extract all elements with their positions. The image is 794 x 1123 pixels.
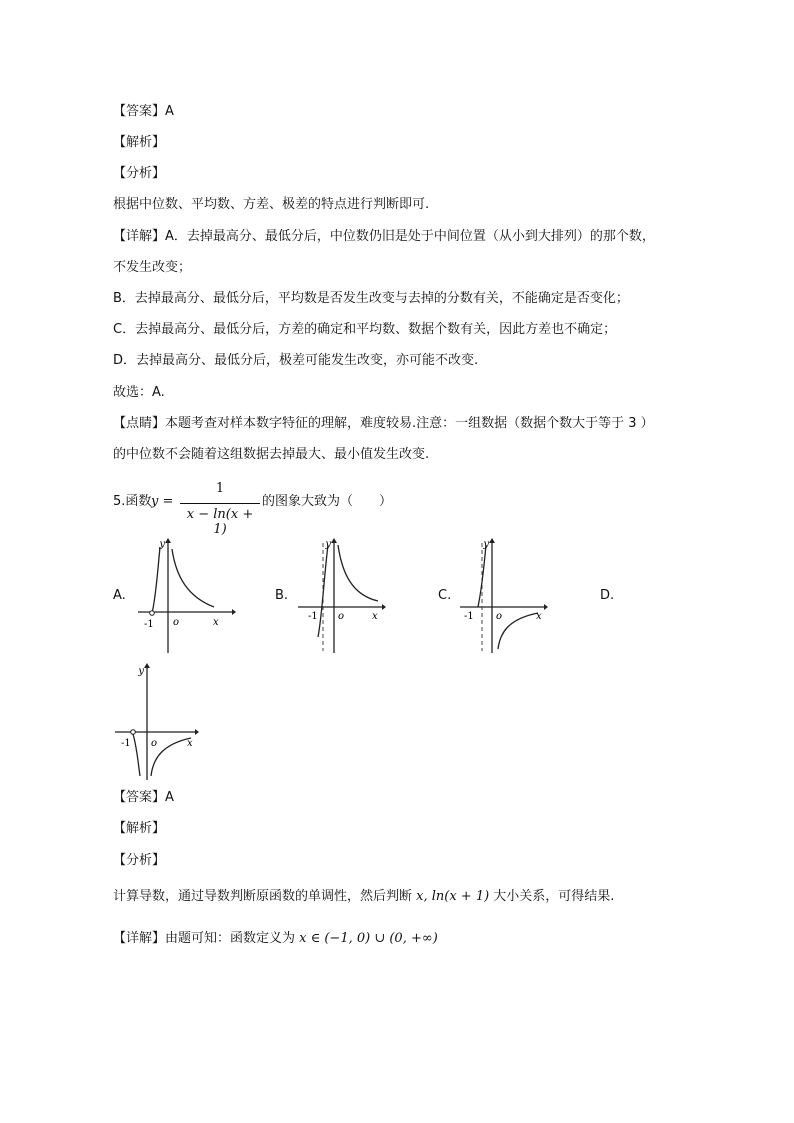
- y-label: y: [483, 539, 489, 550]
- neg1-label: -1: [121, 738, 131, 749]
- q5-fenxi-math: x, ln(x + 1): [416, 889, 490, 904]
- curve-left: [478, 545, 486, 607]
- q5-y-eq: y =: [151, 494, 174, 509]
- neg1-label: -1: [308, 611, 318, 622]
- q5-detail-math: x ∈ (−1, 0) ∪ (0, +∞): [299, 931, 438, 946]
- option-b-label: B.: [275, 588, 289, 603]
- q4-answer: 【答案】A: [113, 104, 174, 119]
- x-axis-arrow: [232, 609, 236, 615]
- q5-suffix: 的图象大致为（ ）: [262, 494, 393, 509]
- x-label: x: [372, 611, 378, 622]
- origin-label: o: [151, 738, 158, 749]
- q5-answer: 【答案】A: [113, 790, 174, 805]
- q5-fenxi-heading: 【分析】: [113, 853, 166, 868]
- origin-label: o: [173, 617, 180, 628]
- neg1-label: -1: [144, 619, 154, 630]
- y-label: y: [325, 539, 331, 550]
- option-d-graph: [113, 662, 203, 782]
- q5-fenxi-line: [113, 888, 614, 906]
- option-c-graph: [458, 537, 548, 655]
- q4-detail-line-1: 【详解】A．去掉最高分、最低分后，中位数仍旧是处于中间位置（从小到大排列）的那个数，: [113, 229, 655, 244]
- x-label: x: [187, 738, 193, 749]
- q4-detail-b: B．去掉最高分、最低分后，平均数是否发生改变与去掉的分数有关，不能确定是否变化；: [113, 291, 629, 306]
- q5-fraction: [180, 481, 260, 537]
- q5-numerator: 1: [215, 481, 225, 496]
- q5-detail-line: [113, 930, 438, 948]
- q5-fraction-bar: [180, 503, 260, 504]
- curve-right: [172, 549, 214, 607]
- x-label: x: [213, 617, 219, 628]
- q4-point-line-1: 【点睛】本题考查对样本数字特征的理解，难度较易.注意：一组数据（数据个数大于等于 3 ）: [113, 416, 654, 431]
- origin-label: o: [496, 611, 503, 622]
- q5-fenxi-text-1: 计算导数，通过导数判断原函数的单调性，然后判断: [113, 889, 417, 904]
- y-label: y: [138, 666, 144, 677]
- q4-fenxi-heading: 【分析】: [113, 166, 166, 181]
- q4-detail-c: C．去掉最高分、最低分后，方差的确定和平均数、数据个数有关，因此方差也不确定；: [113, 322, 617, 337]
- q4-detail-line-2: 不发生改变；: [113, 260, 192, 275]
- q5-analysis-heading: 【解析】: [113, 821, 166, 836]
- y-label: y: [159, 539, 165, 550]
- q4-detail-d: D．去掉最高分、最低分后，极差可能发生改变，亦可能不改变.: [113, 353, 479, 368]
- option-a-graph: [136, 537, 236, 655]
- x-axis-arrow: [382, 604, 386, 610]
- origin-label: o: [338, 611, 345, 622]
- q4-choose: 故选：A.: [113, 385, 165, 400]
- x-label: x: [536, 611, 542, 622]
- neg1-label: -1: [464, 611, 474, 622]
- x-axis-arrow: [195, 729, 199, 735]
- curve-left: [133, 734, 140, 776]
- q4-fenxi-text: 根据中位数、平均数、方差、极差的特点进行判断即可.: [113, 197, 430, 212]
- q5-fenxi-text-2: 大小关系，可得结果.: [489, 889, 615, 904]
- curve-left: [152, 547, 160, 613]
- option-c-label: C.: [438, 588, 452, 603]
- y-axis-arrow: [489, 538, 495, 543]
- x-axis-arrow: [544, 604, 548, 610]
- q4-analysis-heading: 【解析】: [113, 135, 166, 150]
- q5-denominator: x − ln(x + 1): [186, 507, 254, 537]
- y-axis-arrow: [165, 538, 171, 543]
- option-b-graph: [296, 537, 386, 655]
- q5-prefix: 5.函数: [113, 494, 152, 509]
- open-point: [131, 730, 136, 735]
- y-axis-arrow: [144, 663, 150, 668]
- option-a-label: A.: [113, 588, 126, 603]
- y-axis-arrow: [331, 538, 337, 543]
- curve-right: [498, 613, 538, 649]
- option-d-label: D.: [600, 588, 615, 603]
- open-point: [150, 611, 155, 616]
- q4-point-line-2: 的中位数不会随着这组数据去掉最大、最小值发生改变.: [113, 447, 430, 462]
- q5-detail-text: 【详解】由题可知：函数定义为: [113, 931, 300, 946]
- curve-right: [338, 545, 378, 601]
